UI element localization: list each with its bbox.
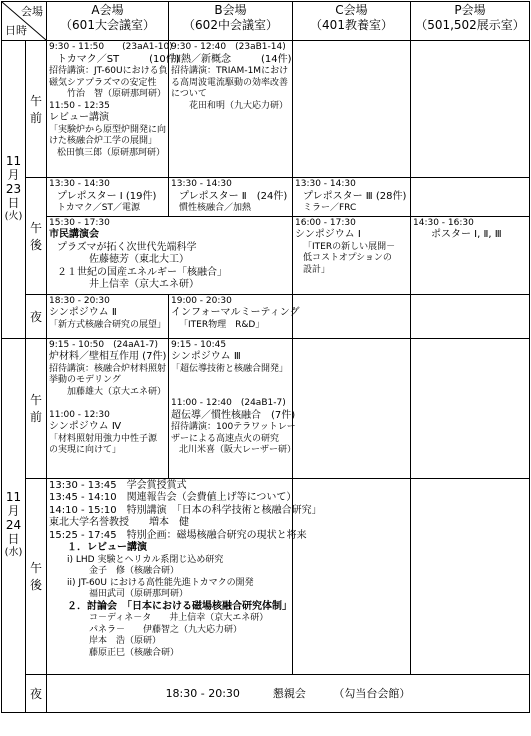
room-b-header: B会場 （602中会議室） xyxy=(169,2,293,41)
schedule-line xyxy=(171,375,290,387)
schedule-line: プラズマが拓く次世代先端科学 xyxy=(57,241,197,253)
schedule-line: 16:00 - 17:30 xyxy=(295,217,356,228)
schedule-line: 9:30 - 12:40 (23aB1-14) xyxy=(171,42,286,52)
schedule-line: 藤原正巳（核融合研） xyxy=(89,647,180,658)
schedule-line: 市民講演会 xyxy=(49,229,99,240)
schedule-line: 「超伝導技術と核融合開発」 xyxy=(171,363,289,374)
schedule-line: 9:15 - 10:45 xyxy=(171,339,227,350)
schedule-line: ポスター Ⅰ, Ⅱ, Ⅲ xyxy=(431,229,502,240)
schedule-line xyxy=(49,398,166,410)
day1-night-a xyxy=(47,294,169,338)
schedule-line: 花田和明（九大応力研） xyxy=(189,100,289,111)
day2-night-row xyxy=(2,674,530,712)
datetime-label: 日時 xyxy=(5,24,27,37)
schedule-line: 挙動のモデリング xyxy=(49,375,121,385)
schedule-line: 慣性核融合／加熱 xyxy=(179,203,252,213)
schedule-line: 11:50 - 12:35 xyxy=(49,100,110,111)
schedule-line: プレポスター Ⅲ (28件) xyxy=(303,190,407,202)
schedule-line: 14:10 - 15:10 特別講演 「日本の科学技術と核融合研究」 xyxy=(49,504,322,516)
schedule-line: ザーによる高速点火の研究 xyxy=(171,433,280,444)
day1-poster-c xyxy=(293,178,411,217)
schedule-line: シンポジウム Ⅰ xyxy=(295,229,361,240)
schedule-line: トカマク／ST (10件) xyxy=(57,53,180,65)
schedule-line: １．レビュー講演 xyxy=(67,542,147,553)
schedule-table xyxy=(1,1,530,713)
schedule-line: 15:25 - 17:45 特別企画：磁場核融合研究の現状と将来 xyxy=(49,529,307,541)
day1-am-c xyxy=(293,41,411,178)
day1-public-lecture xyxy=(47,216,293,294)
day2-date: 11 月 24 日 (水) xyxy=(2,338,26,712)
header-row xyxy=(2,2,530,41)
schedule-line: 13:30 - 13:45 学会賞授賞式 xyxy=(49,479,187,491)
schedule-line: けた核融合炉工学の展開」 xyxy=(49,136,158,146)
day2-am-label: 午 前 xyxy=(26,338,47,478)
schedule-line: プレポスター Ⅰ (19件) xyxy=(57,190,157,202)
schedule-line: 設計」 xyxy=(303,264,331,275)
schedule-line: プレポスター Ⅱ (24件) xyxy=(179,190,288,202)
schedule-line: レビュー講演 xyxy=(49,112,109,123)
day1-am-label: 午 前 xyxy=(26,41,47,178)
schedule-line: 14:30 - 16:30 xyxy=(413,217,474,228)
schedule-line: 加藤雄大（京大エネ研） xyxy=(67,386,167,397)
schedule-line: 18:30 - 20:30 xyxy=(49,295,110,306)
schedule-line: 13:30 - 14:30 xyxy=(171,179,232,189)
schedule-line: ２１世紀の国産エネルギー「核融合」 xyxy=(57,266,227,278)
day2-banquet: 18:30 - 20:30 懇親会 （勾当台会館） xyxy=(47,674,530,712)
day2-am-c xyxy=(293,338,411,478)
day1-am-p xyxy=(411,41,530,178)
day2-pm-p xyxy=(411,478,530,674)
schedule-line: 佐藤徳芳（東北大工） xyxy=(89,254,189,265)
day1-pm-poster-row xyxy=(2,178,530,217)
schedule-line: 超伝導／慣性核融合 (7件) xyxy=(171,409,296,421)
day2-am-p xyxy=(411,338,530,478)
schedule-line: 13:30 - 14:30 xyxy=(295,179,356,189)
day1-poster-session xyxy=(411,216,530,294)
day1-poster-b xyxy=(169,178,293,217)
schedule-line: シンポジウム Ⅲ xyxy=(171,351,241,362)
day1-symposium-1 xyxy=(293,216,411,294)
schedule-line: シンポジウム Ⅳ xyxy=(49,421,122,432)
day1-night-c xyxy=(293,294,411,338)
schedule-line: パネラ－ 伊藤智之（九大応力研） xyxy=(89,624,243,635)
header-corner xyxy=(2,2,47,41)
day2-pm-program xyxy=(47,478,322,674)
day1-poster-p xyxy=(411,178,530,217)
day2-pm-row xyxy=(2,478,530,674)
schedule-line: について xyxy=(171,89,207,99)
day2-am-b xyxy=(169,338,297,478)
day1-date: 11 月 23 日 (火) xyxy=(2,41,26,339)
day2-night-label: 夜 xyxy=(26,674,47,712)
schedule-line: 15:30 - 17:30 xyxy=(49,217,110,228)
room-p-header: P会場 （501,502展示室） xyxy=(411,2,530,41)
day2-am-a xyxy=(47,338,169,478)
schedule-line: ２．討論会 「日本における磁場核融合研究体制」 xyxy=(67,600,292,612)
day1-night-b xyxy=(169,294,300,338)
day1-pm-label: 午 後 xyxy=(26,178,47,295)
day1-night-p xyxy=(411,294,530,338)
day2-pm-label: 午 後 xyxy=(26,478,47,674)
schedule-line: 13:30 - 14:30 xyxy=(49,179,110,189)
schedule-line: 11:00 - 12:30 xyxy=(49,409,110,420)
schedule-line: 招待講演：TRIAM-1Mにおけ xyxy=(171,66,289,76)
schedule-line: 「ITER物理 R&D」 xyxy=(179,319,265,330)
schedule-line: 井上信幸（京大エネ研） xyxy=(89,279,199,290)
schedule-line: 招待講演：JT-60Uにおける負 xyxy=(49,66,168,76)
day1-am-b xyxy=(169,41,293,178)
schedule-line: 炉材料／壁相互作用 (7件) xyxy=(49,351,167,362)
schedule-line: 招待講演：100テラワットレー xyxy=(171,422,296,432)
schedule-line: 11:00 - 12:40 (24aB1-7) xyxy=(171,398,286,408)
schedule-line: 加熱／新概念 (14件) xyxy=(171,53,292,65)
day1-am-a xyxy=(47,41,180,178)
day1-am-row xyxy=(2,41,530,178)
schedule-line: 「ITERの新しい展開－ xyxy=(303,241,396,252)
day1-pm-main-row xyxy=(2,216,530,294)
schedule-line: i) LHD 実験とヘリカル系閉じ込め研究 xyxy=(67,554,224,565)
schedule-line: 岸本 浩（原研） xyxy=(89,636,162,646)
schedule-line: トカマク／ST／電源 xyxy=(57,203,140,213)
schedule-line: ミラー／FRC xyxy=(303,203,357,213)
schedule-line: ii) JT-60U における高性能先進トカマクの開発 xyxy=(67,577,254,588)
schedule-line: 福田武司（原研那珂研） xyxy=(89,589,189,599)
schedule-line: 低コストオプションの xyxy=(303,253,392,263)
schedule-line: 竹治 智（原研那珂研） xyxy=(67,89,167,99)
schedule-line xyxy=(171,387,290,399)
schedule-line: 金子 修（核融合研） xyxy=(89,566,180,576)
schedule-line: 「材料照射用強力中性子源 xyxy=(49,433,158,444)
schedule-line: の実現に向けて」 xyxy=(49,445,122,455)
room-a-header: A会場 （601大会議室） xyxy=(47,2,169,41)
day1-poster-a xyxy=(47,178,169,217)
schedule-line: 13:45 - 14:10 関連報告会（会費値上げ等について） xyxy=(49,492,297,503)
schedule-line: シンポジウム Ⅱ xyxy=(49,307,117,318)
schedule-line: コ－ディネ－タ 井上信幸（京大エネ研） xyxy=(89,613,269,623)
schedule-line: 9:30 - 11:50 (23aA1-10) xyxy=(49,42,173,52)
schedule-line: 磁気シアプラズマの安定性 xyxy=(49,77,157,88)
schedule-line: 東北大学名誉教授 増本 健 xyxy=(49,517,189,528)
schedule-line: 「新方式核融合研究の展望」 xyxy=(49,319,167,330)
day2-am-row xyxy=(2,338,530,478)
room-c-header: C会場 （401教養室） xyxy=(293,2,411,41)
schedule-line: 「実験炉から原型炉開発に向 xyxy=(49,124,167,135)
schedule-line: 北川米喜（阪大レーザー研） xyxy=(179,445,297,455)
day1-night-label: 夜 xyxy=(26,294,47,338)
day1-night-row xyxy=(2,294,530,338)
schedule-line: 松田慎三郎（原研那珂研） xyxy=(57,147,166,158)
schedule-line: る高周波電流駆動の効率改善 xyxy=(171,77,289,88)
schedule-line: 招待講演：核融合炉材料照射 xyxy=(49,363,167,374)
schedule-line: 9:15 - 10:50 (24aA1-7) xyxy=(49,339,158,350)
schedule-line: 19:00 - 20:30 xyxy=(171,295,232,306)
schedule-line: インフォーマルミーティング xyxy=(171,307,300,318)
venue-label: 会場 xyxy=(21,5,43,18)
